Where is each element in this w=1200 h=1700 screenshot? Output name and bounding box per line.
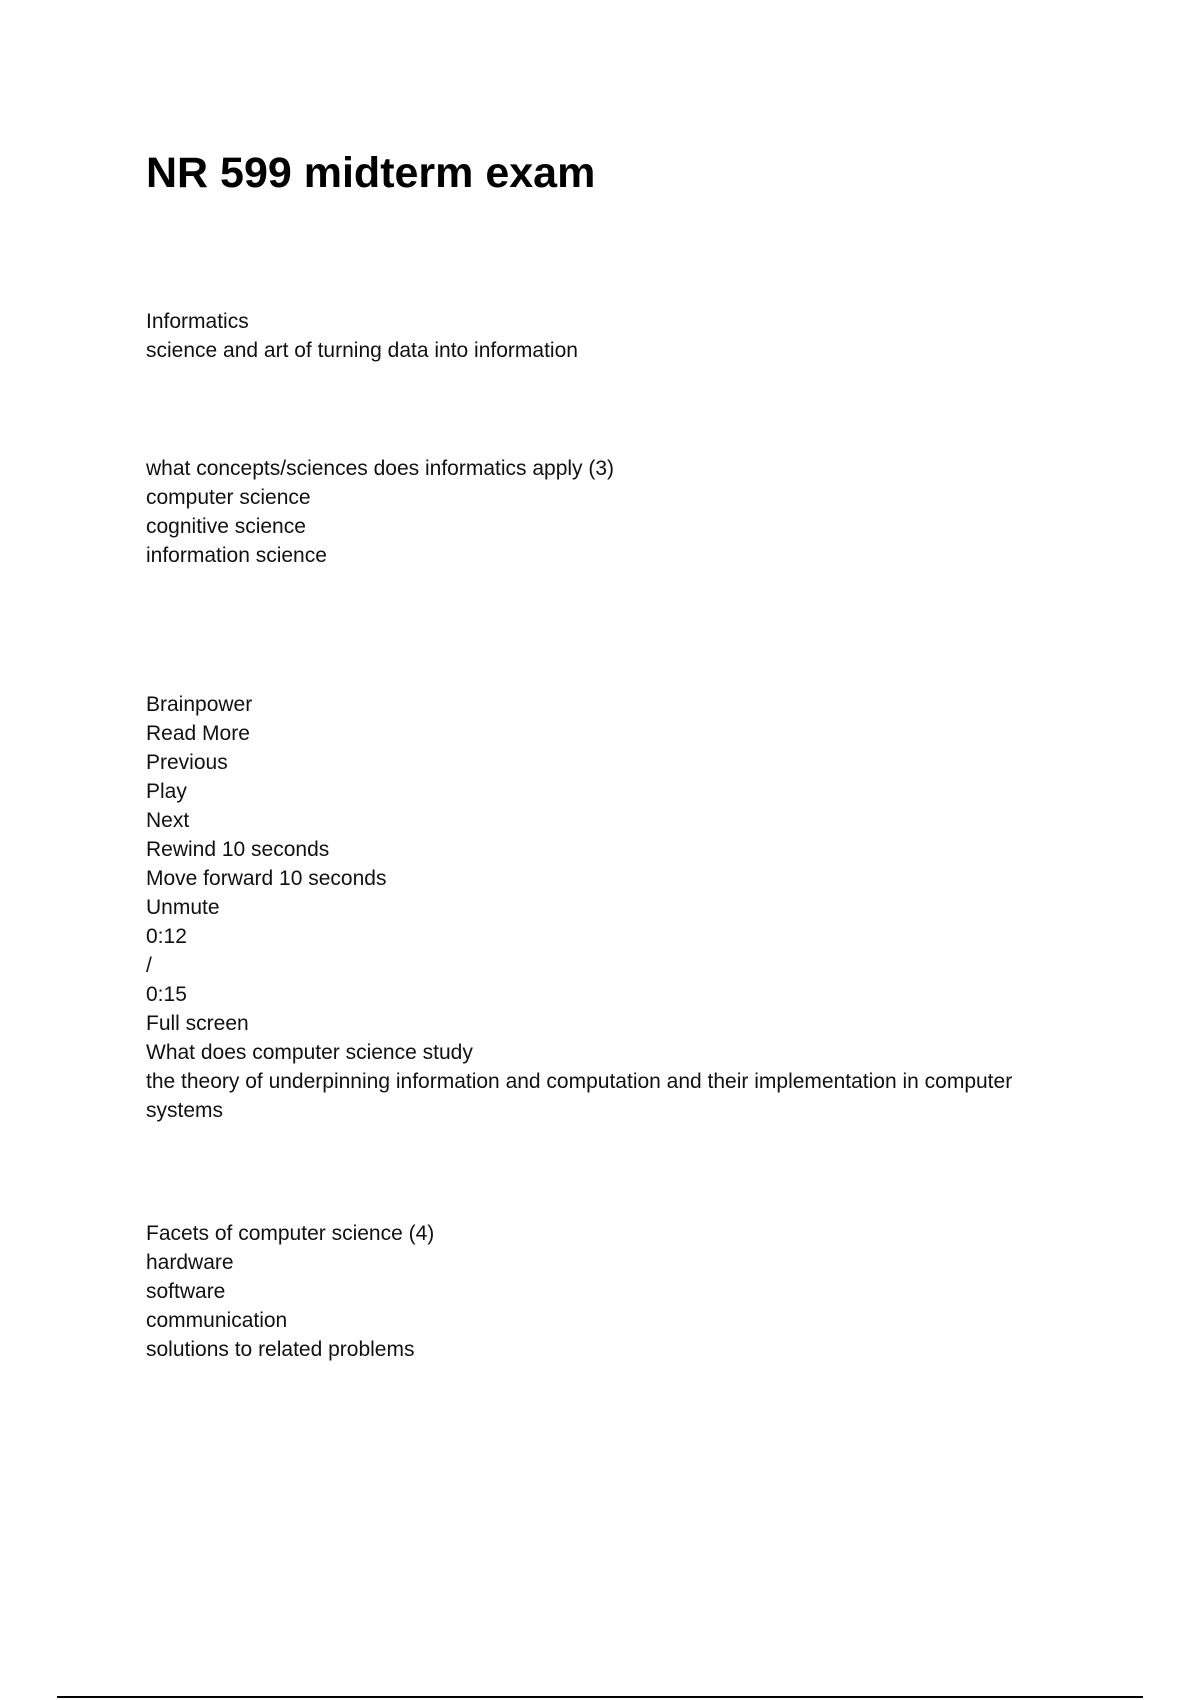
page-title: NR 599 midterm exam xyxy=(146,149,596,197)
card-definition: the theory of underpinning information and computation and their implementation in computer systems xyxy=(146,1070,1019,1122)
next-button[interactable]: Next xyxy=(146,809,190,832)
flashcard-informatics-sciences xyxy=(146,454,614,570)
card-term: Informatics xyxy=(146,310,249,333)
card-definition-line: communication xyxy=(146,1309,288,1332)
card-definition-line: hardware xyxy=(146,1251,234,1274)
flashcard-computer-science xyxy=(146,690,1076,1125)
duration: 0:15 xyxy=(146,983,187,1006)
card-definition-line: software xyxy=(146,1280,226,1303)
flashcard-facets xyxy=(146,1219,434,1364)
card-term: Facets of computer science (4) xyxy=(146,1222,435,1245)
card-term: what concepts/sciences does informatics apply (3) xyxy=(146,457,615,480)
card-definition-line: computer science xyxy=(146,486,311,509)
unmute-button[interactable]: Unmute xyxy=(146,896,220,919)
read-more-link[interactable]: Read More xyxy=(146,722,250,745)
time-separator: / xyxy=(146,954,152,977)
card-definition: science and art of turning data into information xyxy=(146,339,578,362)
fullscreen-button[interactable]: Full screen xyxy=(146,1012,249,1035)
current-time: 0:12 xyxy=(146,925,187,948)
previous-button[interactable]: Previous xyxy=(146,751,228,774)
card-definition-line: solutions to related problems xyxy=(146,1338,415,1361)
card-definition-line: information science xyxy=(146,544,327,567)
card-definition-line: cognitive science xyxy=(146,515,306,538)
card-term: What does computer science study xyxy=(146,1041,473,1064)
page-divider xyxy=(57,1696,1143,1698)
forward-button[interactable]: Move forward 10 seconds xyxy=(146,867,387,890)
flashcard-informatics xyxy=(146,307,578,365)
rewind-button[interactable]: Rewind 10 seconds xyxy=(146,838,330,861)
video-ad-label: Brainpower xyxy=(146,693,253,716)
play-button[interactable]: Play xyxy=(146,780,187,803)
